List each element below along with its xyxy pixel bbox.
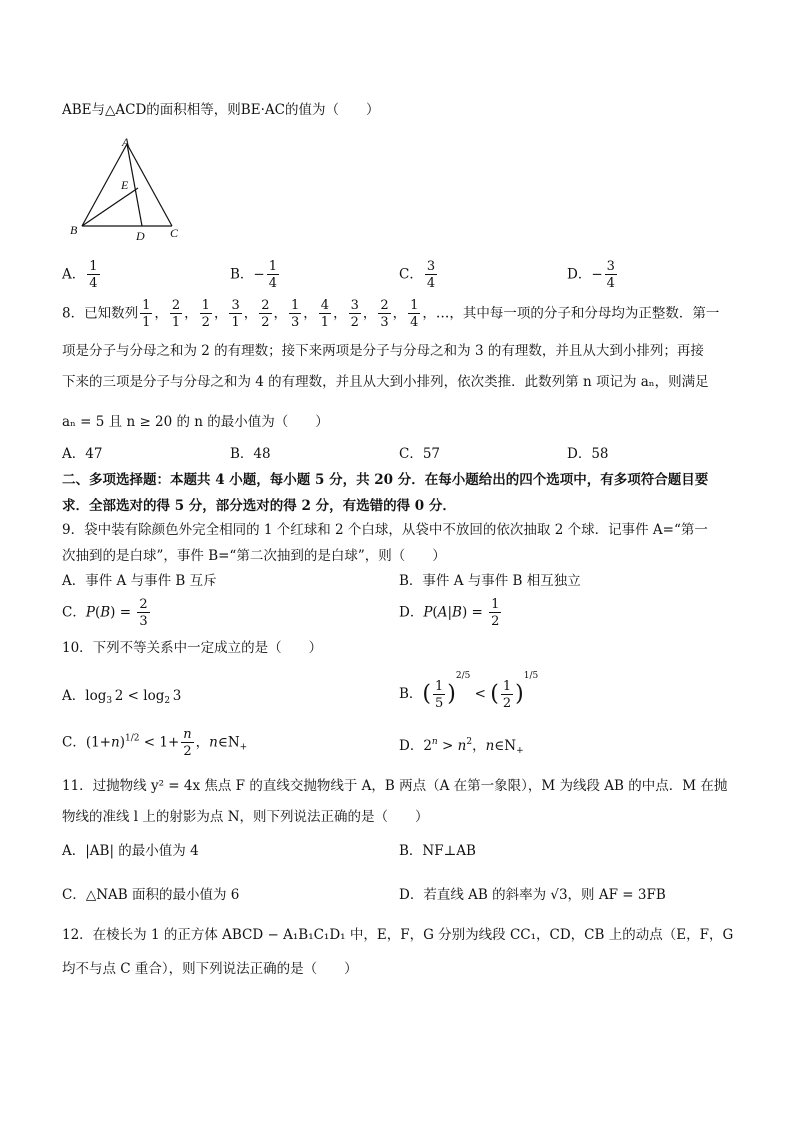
q10-option-d: D．$2^n > n^2$，$n\in N_+$ xyxy=(399,737,524,756)
q10-stem: 10．下列不等关系中一定成立的是（ ） xyxy=(62,640,323,656)
q11-option-c: C．△NAB 面积的最小值为 6 xyxy=(62,887,240,903)
q7-option-a: A． $\frac{1}{4}$ xyxy=(62,259,98,291)
q10-option-b: B．( $\frac{1}{5}$ )$^{2/5}$ < ( $\frac{1}{2}$ )$^{1/5}$ xyxy=(399,671,539,711)
q11-line1: 11．过抛物线 y² = 4x 焦点 F 的直线交抛物线于 A，B 两点（A 在第一象限），M 为线段 AB 的中点．M 在抛 xyxy=(62,778,728,794)
q7-option-d: D．− $\frac{3}{4}$ xyxy=(567,259,615,291)
vertex-label-c: C xyxy=(170,226,179,240)
q12-line2: 均不与点 C 重合），则下列说法正确的是（ ） xyxy=(62,961,358,977)
q9-option-a: A．事件 A 与事件 B 互斥 xyxy=(62,573,217,589)
q8-line2: 项是分子与分母之和为 2 的有理数；接下来两项是分子与分母之和为 3 的有理数，并且从大到小排列；再接 xyxy=(62,343,704,359)
q8-option-a: A．47 xyxy=(62,446,103,462)
q11-option-a: A．|AB| 的最小值为 4 xyxy=(62,843,199,859)
q9-option-d: D．P(A|B) = $\frac{1}{2}$ xyxy=(399,597,500,629)
q8-option-b: B．48 xyxy=(230,446,271,462)
q12-line1: 12．在棱长为 1 的正方体 ABCD − A₁B₁C₁D₁ 中，E，F，G 分别为线段 CC₁，CD，CB 上的动点（E，F，G xyxy=(62,927,734,943)
q7-option-c: C． $\frac{3}{4}$ xyxy=(399,259,436,291)
triangle-figure xyxy=(66,136,196,244)
q8-option-c: C．57 xyxy=(399,446,441,462)
q9-option-b: B．事件 A 与事件 B 相互独立 xyxy=(399,573,581,589)
q11-option-b: B．NF⊥AB xyxy=(399,843,476,859)
q8-line1: 8．已知数列 $\frac{1}{1}$ ， $\frac{2}{1}$ ， $\frac{1}{2}$ ， $\frac{3}{1}$ ， $\frac{2}{2}$ ， $\frac{1}{3}$ ， $\frac{4}{1}$ ， $\frac{3}{2}$ ， $\frac{2}{3}$ ， $\frac{1}{4}$ ，…，其中每一项的分子和分母均为正整数．第一 xyxy=(62,298,720,330)
q8-option-d: D．58 xyxy=(567,446,609,462)
vertex-label-b: B xyxy=(70,223,78,237)
section2-line2: 求．全部选对的得 5 分，部分选对的得 2 分，有选错的得 0 分． xyxy=(62,498,456,514)
vertex-label-a: A xyxy=(122,136,130,149)
section2-line1: 二、多项选择题：本题共 4 小题，每小题 5 分，共 20 分．在每小题给出的四个选项中，有多项符合题目要 xyxy=(62,472,709,488)
q11-option-d: D．若直线 AB 的斜率为 √3，则 AF = 3FB xyxy=(399,887,666,903)
q10-option-a: A．$\log_3 2 < \log_2 3$ xyxy=(62,688,182,706)
q9-line2: 次抽到的是白球”，事件 B=“第二次抽到的是白球”，则（ ） xyxy=(62,548,446,564)
q8-line4: aₙ = 5 且 n ≥ 20 的 n 的最小值为（ ） xyxy=(62,414,329,430)
q7-stem-line: ABE与△ACD的面积相等，则BE·AC的值为（ ） xyxy=(62,102,380,118)
q9-line1: 9．袋中装有除颜色外完全相同的 1 个红球和 2 个白球，从袋中不放回的依次抽取 2 个球．记事件 A=“第一 xyxy=(62,522,708,538)
q9-option-c: C．P(B) = $\frac{2}{3}$ xyxy=(62,597,148,629)
vertex-label-d: D xyxy=(136,229,145,243)
q7-option-b: B．− $\frac{1}{4}$ xyxy=(230,259,278,291)
q10-option-c: C．$(1+n)^{1/2} < 1+$ $\frac{n}{2}$ ，$n\in N_+$ xyxy=(62,727,248,759)
q11-line2: 物线的准线 l 上的射影为点 N，则下列说法正确的是（ ） xyxy=(62,809,429,825)
q8-line3: 下来的三项是分子与分母之和为 4 的有理数，并且从大到小排列，依次类推．此数列第 n 项记为 aₙ，则满足 xyxy=(62,374,709,390)
vertex-label-e: E xyxy=(121,178,129,192)
